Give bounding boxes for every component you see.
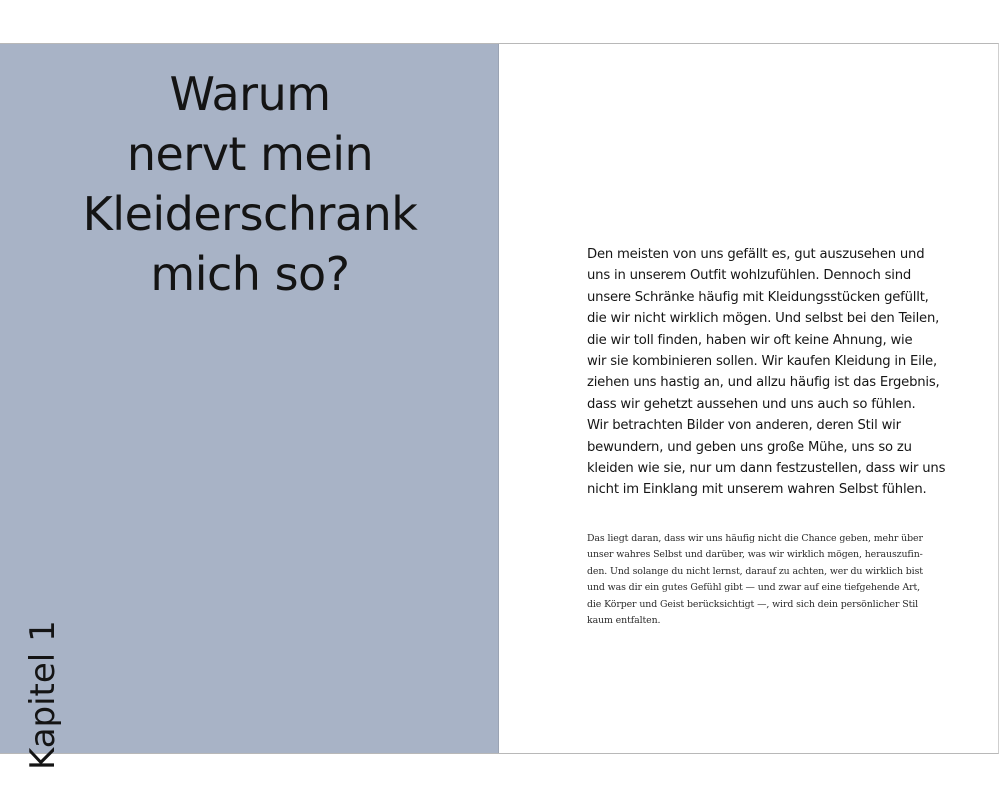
body-line: unser wahres Selbst und darüber, was wir wirklich mögen, herauszufin- (587, 549, 923, 561)
lead-line: dass wir gehetzt aussehen und uns auch so fühlen. (587, 396, 916, 412)
chapter-title (60, 64, 440, 304)
lead-line: unsere Schränke häufig mit Kleidungsstücken gefüllt, (587, 289, 929, 305)
chapter-title-line: nervt mein (126, 127, 374, 181)
lead-line: uns in unserem Outfit wohlzufühlen. Dennoch sind (587, 268, 912, 284)
book-spread (0, 43, 999, 770)
lead-line: die wir toll finden, haben wir oft keine Ahnung, wie (587, 332, 913, 348)
lead-line: bewundern, und geben uns große Mühe, uns so zu (587, 439, 912, 455)
body-line: und was dir ein gutes Gefühl gibt — und zwar auf eine tiefgehende Art, (587, 582, 921, 594)
lead-line: nicht im Einklang mit unserem wahren Selbst fühlen. (587, 482, 927, 498)
lead-line: Den meisten von uns gefällt es, gut auszusehen und (587, 247, 925, 262)
body-line: die Körper und Geist berücksichtigt —, wird sich dein persönlicher Stil (587, 598, 919, 610)
lead-line: kleiden wie sie, nur um dann festzustellen, dass wir uns (587, 461, 946, 477)
left-page (0, 44, 499, 770)
lead-line: die wir nicht wirklich mögen. Und selbst bei den Teilen, (587, 311, 940, 327)
lead-line: wir sie kombinieren sollen. Wir kaufen Kleidung in Eile, (587, 354, 937, 370)
body-paragraph (587, 531, 932, 629)
chapter-title-line: mich so? (150, 247, 350, 301)
body-line: Das liegt daran, dass wir uns häufig nicht die Chance geben, mehr über (587, 533, 923, 544)
lead-paragraph (587, 244, 946, 501)
chapter-label: Kapitel 1 (23, 620, 63, 770)
body-line: den. Und solange du nicht lernst, darauf zu achten, wer du wirklich bist (587, 565, 923, 577)
body-line: kaum entfalten. (587, 615, 661, 627)
chapter-title-line: Warum (169, 67, 331, 121)
chapter-title-line: Kleiderschrank (82, 187, 418, 241)
lead-line: Wir betrachten Bilder von anderen, deren Stil wir (587, 418, 901, 434)
right-page (499, 44, 998, 753)
lead-line: ziehen uns hastig an, und allzu häufig ist das Ergebnis, (587, 375, 940, 391)
